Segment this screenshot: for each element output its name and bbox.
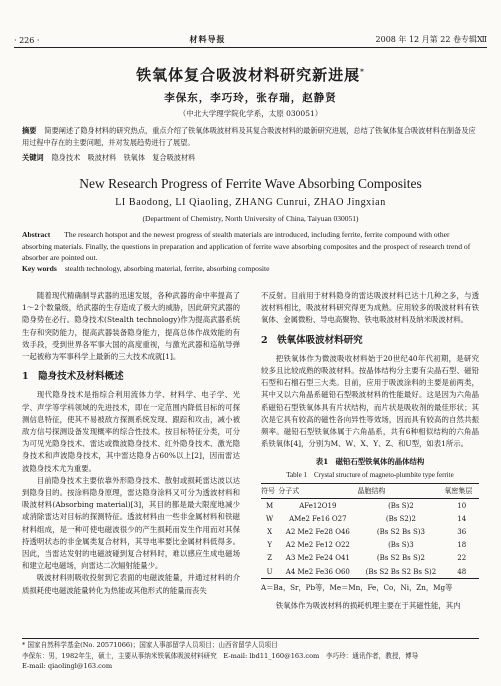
table-cell: (Bs S2 Bs S)3 bbox=[376, 527, 425, 536]
paragraph: 铁氧体作为吸波材料的损耗机理主要在于其磁性能，其内 bbox=[275, 601, 461, 611]
article-title-en: New Research Progress of Ferrite Wave Absorbing Composites bbox=[79, 176, 422, 191]
table-cell: M bbox=[266, 501, 274, 510]
table-cell: A3 Me2 Fe24 O41 bbox=[285, 554, 350, 563]
abstract-text-cn: 简要阐述了隐身材料的研究热点，重点介绍了铁氧体吸波材料及其复合吸波材料的最新研究进展，总结了铁氧体复合吸波材料在制备及应用过程中存在的主要问题，并对发展趋势进行了展望。 bbox=[22, 126, 476, 147]
table-cell: W bbox=[266, 514, 274, 523]
table-cell: AFe12O19 bbox=[299, 501, 337, 510]
affiliation-cn: （中北大学理学院化学系，太原 030051） bbox=[178, 109, 323, 118]
table-cell: (Bs S)3 bbox=[388, 541, 414, 550]
journal-name: 材料导报 bbox=[189, 34, 226, 44]
table-cell: A2 Me2 Fe28 O46 bbox=[285, 527, 350, 536]
abstract-label-en: Abstract bbox=[22, 230, 51, 239]
article-title-cn bbox=[0, 64, 501, 85]
affiliation-en: (Department of Chemistry, North University of China, Taiyuan 030051) bbox=[142, 214, 359, 223]
table-cell: (Bs S2 Bs S)2 bbox=[376, 554, 425, 563]
abstract-label-cn: 摘要 bbox=[22, 126, 37, 135]
table-cell: A4 Me2 Fe36 O60 bbox=[278, 565, 357, 579]
page-number: · 226 · bbox=[14, 36, 40, 45]
table-cell: (Bs S)2 bbox=[388, 501, 414, 510]
table-caption-en: Table 1 Crystal structure of magneto-plumbite type ferrite bbox=[286, 470, 454, 479]
table-row bbox=[261, 525, 479, 538]
table-row bbox=[261, 539, 479, 552]
table-row bbox=[261, 565, 479, 579]
crystal-structure-table bbox=[261, 483, 479, 579]
footnote-email: E-mail: qiaolingl@163.com bbox=[22, 662, 113, 670]
table-note: A＝Ba，Sr，Pb等，Me＝Mn，Fe，Co，Ni，Zn，Mg等 bbox=[261, 583, 453, 593]
table-cell: Z bbox=[267, 554, 273, 563]
footnote-funding: * 国家自然科学基金(No. 20571066)；国家人事部留学人员项目；山西省留学人员项目 bbox=[22, 641, 278, 649]
table-header: 晶胞结构 bbox=[357, 483, 444, 498]
body-right-column bbox=[261, 290, 479, 613]
table-caption-cn: 表1 磁铅石型铁氧体的晶体结构 bbox=[315, 457, 425, 467]
paragraph: 目前隐身技术主要依靠外形隐身技术、散射或损耗雷达波以达到隐身目的。按涂料隐身原理，雷达隐身涂料又可分为透波材料和吸波材料(Absorbing material)[3]，其目的都是最大限度地减少或消除雷达对目标的探测特征。透波材料由一些非金属材料和铁磁材料组成，是一种可使电磁波很少的产生损耗而发生作用而对其保持透明状态的非金属类复合材料，其导电率要比金属材料低得多。因此，当雷达发射的电磁波碰到复合材料时，难以感应生成电磁场和建立起电磁场，向雷达二次辐射能量少。 bbox=[22, 475, 240, 571]
paragraph: 把铁氧体作为微波吸收材料始于20世纪40年代初期，是研究较多且比较成熟的吸波材料。按晶体结构分主要有尖晶石型、磁铅石型和石榴石型三大类。目前，应用于吸波涂料的主要是前两类，其中又以六角晶系磁铅石型吸波材料的性能最好。这是因为六角晶系磁铅石型铁氧体具有片状结构，而片状是吸收剂的最佳形状；其次是它具有较高的磁性各向异性等效场，因而具有较高的自然共振频率。磁铅石型铁氧体属于六角晶系，共有6种相似结构的六角晶系铁氧体[4]，分别为M、W、X、Y、Z、和U型，如表1所示。 bbox=[261, 353, 479, 449]
table-header: 符号 bbox=[261, 483, 278, 498]
authors-cn: 李保东，李巧玲，张存瑞，赵静贤 bbox=[164, 92, 337, 104]
paragraph: 不反射。目前用于材料隐身的雷达吸波材料已达十几种之多，与透波材料相比，吸波材料研究得更为成熟。应用较多的吸波材料有铁氧体、金属微粉、导电高聚物、铁电吸波材料及纳米吸波材料。 bbox=[261, 291, 479, 325]
keywords-text-en: stealth technology, absorbing material, ferrite, absorbing composite bbox=[64, 264, 270, 273]
paragraph: 吸波材料则吸收投射到它表面的电磁波能量，并通过材料的介质损耗使电磁波能量转化为热能或其他形式的能量而丧失 bbox=[22, 573, 240, 595]
table-header: 分子式 bbox=[278, 483, 357, 498]
table-row bbox=[261, 552, 479, 565]
running-header bbox=[14, 34, 487, 48]
table-cell: X bbox=[267, 527, 273, 536]
keywords-text-cn: 隐身技术 吸波材料 铁氧体 复合吸波材料 bbox=[51, 153, 196, 162]
table-cell: (Bs S2)2 bbox=[385, 514, 416, 523]
table-row bbox=[261, 499, 479, 513]
table-row bbox=[261, 512, 479, 525]
table-cell: Y bbox=[267, 541, 272, 550]
keywords-en bbox=[22, 264, 479, 273]
footnote-author-info: 李保东：男，1982年生，硕士，主要从事纳米铁氧体吸波材料研究 E-mail: lbd11_160@163.com 李巧玲：通讯作者，教授，博导 bbox=[22, 651, 419, 660]
paragraph: 现代隐身技术是指综合利用流体力学、材料学、电子学、光学、声学等学科领域的先进技术，即在一定范围内降低目标的可探测信息特征，使其不易被敌方探测系统发现、跟踪和攻击，减小被敌方信号探测设备发现概率的综合性技术。按目标特征分类，可分为可见光隐身技术、雷达或微波隐身技术、红外隐身技术、激光隐身技术和声波隐身技术，其中雷达隐身占60%以上[2]，因而雷达波隐身技术尤为重要。 bbox=[22, 390, 240, 473]
table-header-row bbox=[261, 483, 479, 498]
section-heading-2: 2 铁氧体吸波材料研究 bbox=[261, 334, 363, 346]
keywords-cn bbox=[22, 153, 479, 163]
table-cell: 36 bbox=[457, 527, 467, 536]
table-cell: 18 bbox=[457, 541, 467, 550]
paragraph: 随着现代精确制导武器的迅速发展，各种武器的命中率提高了1～2个数量级，给武器的生存造成了极大的威胁，因此研究武器的隐身势在必行。隐身技术(Stealth technology)作为提高武器系统生存和突防能力，提高武器装备隐身能力，提高总体作战效能的有效手段，受到世界各军事大国的高度重视，与激光武器和巡航导弹一起被称为军事科学上最新的三大技术成就[1]。 bbox=[22, 291, 240, 362]
body-left-column bbox=[22, 290, 240, 597]
authors-en: LI Baodong, LI Qiaoling, ZHANG Cunrui, ZHAO Jingxian bbox=[115, 197, 386, 208]
section-heading-1: 1 隐身技术及材料概述 bbox=[22, 371, 124, 383]
table-cell: 22 bbox=[457, 554, 467, 563]
abstract-cn bbox=[22, 125, 479, 149]
table-cell: AMe2 Fe16 O27 bbox=[289, 514, 347, 523]
table-cell: U bbox=[261, 565, 278, 579]
keywords-label-en: Key words bbox=[22, 264, 57, 273]
table-header: 氧密集层 bbox=[444, 483, 479, 498]
abstract-text-en: The research hotspot and the newest progress of stealth materials are introduced, including ferrite, ferrite compound with other absorbing materials. Finally, the questions in preparation and application of ferrite wave absorbing composites and the prospect of research trend of absorber are pointed out. bbox=[22, 230, 471, 262]
title-text: 铁氧体复合吸波材料研究新进展 bbox=[136, 66, 361, 84]
table-cell: 10 bbox=[457, 501, 467, 510]
footnote bbox=[22, 638, 479, 672]
table-cell: 14 bbox=[457, 514, 467, 523]
issue-info: 2008 年 12 月第 22 卷专辑Ⅻ bbox=[375, 35, 487, 44]
abstract-en bbox=[22, 229, 479, 264]
title-footnote-mark: * bbox=[360, 67, 365, 76]
table-cell: (Bs S2 Bs S2 Bs S)2 bbox=[357, 565, 444, 579]
table-cell: A2 Me2 Fe12 O22 bbox=[285, 541, 350, 550]
table-cell: 48 bbox=[444, 565, 479, 579]
keywords-label-cn: 关键词 bbox=[22, 153, 44, 162]
